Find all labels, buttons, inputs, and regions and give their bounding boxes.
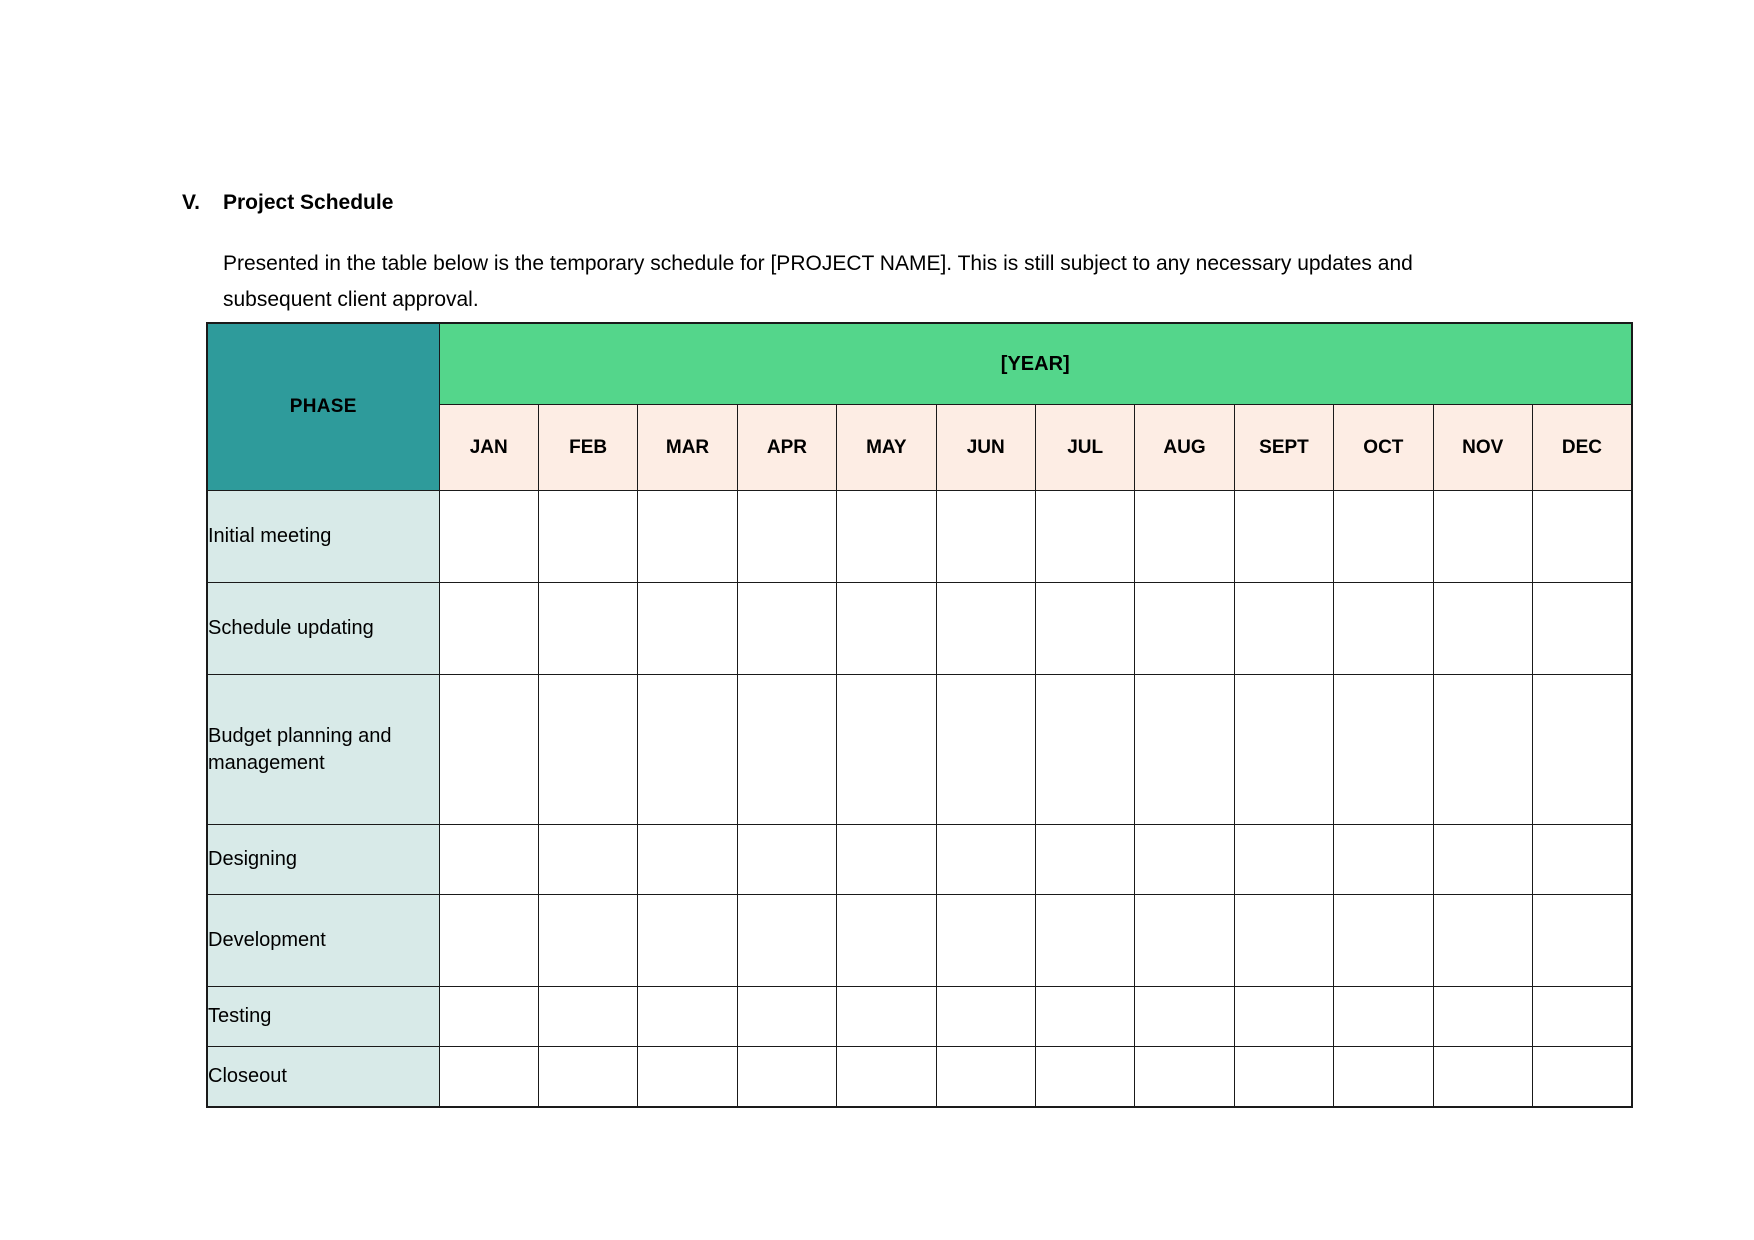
schedule-cell-oct[interactable] (1334, 491, 1433, 583)
schedule-cell-jul[interactable] (1035, 583, 1134, 675)
month-header-nov: NOV (1433, 405, 1532, 491)
year-band-header: [YEAR] (439, 323, 1632, 405)
phase-label-cell: Schedule updating (207, 583, 439, 675)
schedule-cell-dec[interactable] (1532, 675, 1631, 825)
schedule-cell-mar[interactable] (638, 675, 737, 825)
schedule-cell-jan[interactable] (439, 583, 538, 675)
schedule-cell-oct[interactable] (1334, 895, 1433, 987)
schedule-cell-feb[interactable] (538, 675, 637, 825)
schedule-cell-aug[interactable] (1135, 675, 1234, 825)
month-header-apr: APR (737, 405, 836, 491)
schedule-cell-jul[interactable] (1035, 825, 1134, 895)
schedule-cell-mar[interactable] (638, 987, 737, 1047)
schedule-cell-jun[interactable] (936, 583, 1035, 675)
schedule-cell-dec[interactable] (1532, 895, 1631, 987)
schedule-cell-jan[interactable] (439, 987, 538, 1047)
table-row (207, 583, 1632, 675)
schedule-cell-nov[interactable] (1433, 583, 1532, 675)
schedule-cell-nov[interactable] (1433, 1047, 1532, 1107)
month-header-jun: JUN (936, 405, 1035, 491)
schedule-cell-dec[interactable] (1532, 1047, 1631, 1107)
schedule-cell-may[interactable] (837, 1047, 936, 1107)
schedule-cell-aug[interactable] (1135, 1047, 1234, 1107)
schedule-cell-oct[interactable] (1334, 583, 1433, 675)
table-row (207, 895, 1632, 987)
schedule-cell-jan[interactable] (439, 895, 538, 987)
month-header-jul: JUL (1035, 405, 1134, 491)
schedule-cell-dec[interactable] (1532, 825, 1631, 895)
schedule-cell-oct[interactable] (1334, 1047, 1433, 1107)
schedule-cell-mar[interactable] (638, 895, 737, 987)
schedule-cell-apr[interactable] (737, 987, 836, 1047)
table-header-row-year (207, 323, 1632, 405)
section-body-text: Presented in the table below is the temporary schedule for [PROJECT NAME]. This is still subject to any necessary updates and subsequent client approval. (223, 252, 1413, 312)
schedule-cell-dec[interactable] (1532, 583, 1631, 675)
table-row (207, 1047, 1632, 1107)
phase-label-cell: Testing (207, 987, 439, 1047)
schedule-cell-dec[interactable] (1532, 987, 1631, 1047)
schedule-cell-may[interactable] (837, 491, 936, 583)
schedule-cell-jan[interactable] (439, 491, 538, 583)
schedule-cell-may[interactable] (837, 987, 936, 1047)
month-header-feb: FEB (538, 405, 637, 491)
schedule-cell-jul[interactable] (1035, 675, 1134, 825)
schedule-cell-sept[interactable] (1234, 825, 1333, 895)
project-schedule-table-container (206, 322, 1631, 1108)
schedule-cell-mar[interactable] (638, 583, 737, 675)
schedule-cell-jul[interactable] (1035, 1047, 1134, 1107)
schedule-cell-oct[interactable] (1334, 825, 1433, 895)
schedule-cell-jul[interactable] (1035, 987, 1134, 1047)
month-header-oct: OCT (1334, 405, 1433, 491)
phase-label-cell: Budget planning and management (207, 675, 439, 825)
schedule-cell-apr[interactable] (737, 675, 836, 825)
schedule-cell-nov[interactable] (1433, 491, 1532, 583)
schedule-cell-jun[interactable] (936, 895, 1035, 987)
schedule-cell-apr[interactable] (737, 895, 836, 987)
schedule-cell-aug[interactable] (1135, 895, 1234, 987)
schedule-cell-sept[interactable] (1234, 491, 1333, 583)
schedule-cell-jul[interactable] (1035, 491, 1134, 583)
schedule-cell-nov[interactable] (1433, 675, 1532, 825)
schedule-cell-jan[interactable] (439, 1047, 538, 1107)
page-title: Project Schedule (223, 191, 394, 214)
schedule-cell-aug[interactable] (1135, 825, 1234, 895)
project-schedule-table (206, 322, 1633, 1108)
table-row (207, 987, 1632, 1047)
schedule-cell-may[interactable] (837, 825, 936, 895)
month-header-aug: AUG (1135, 405, 1234, 491)
schedule-cell-sept[interactable] (1234, 987, 1333, 1047)
table-body (207, 491, 1632, 1107)
schedule-cell-feb[interactable] (538, 491, 637, 583)
schedule-cell-jun[interactable] (936, 987, 1035, 1047)
month-header-jan: JAN (439, 405, 538, 491)
schedule-cell-mar[interactable] (638, 491, 737, 583)
schedule-cell-aug[interactable] (1135, 583, 1234, 675)
phase-label-cell: Initial meeting (207, 491, 439, 583)
schedule-cell-feb[interactable] (538, 583, 637, 675)
schedule-cell-mar[interactable] (638, 1047, 737, 1107)
month-header-sept: SEPT (1234, 405, 1333, 491)
table-row (207, 825, 1632, 895)
section-heading (182, 190, 1582, 216)
schedule-cell-apr[interactable] (737, 1047, 836, 1107)
schedule-cell-may[interactable] (837, 895, 936, 987)
schedule-cell-jan[interactable] (439, 675, 538, 825)
schedule-cell-nov[interactable] (1433, 895, 1532, 987)
schedule-cell-jul[interactable] (1035, 895, 1134, 987)
schedule-cell-nov[interactable] (1433, 987, 1532, 1047)
month-header-mar: MAR (638, 405, 737, 491)
schedule-cell-feb[interactable] (538, 987, 637, 1047)
schedule-cell-feb[interactable] (538, 895, 637, 987)
schedule-cell-aug[interactable] (1135, 491, 1234, 583)
schedule-cell-jan[interactable] (439, 825, 538, 895)
section-numeral: V. (182, 191, 200, 214)
phase-label-cell: Designing (207, 825, 439, 895)
table-row (207, 675, 1632, 825)
schedule-cell-sept[interactable] (1234, 1047, 1333, 1107)
table-head (207, 323, 1632, 491)
month-header-may: MAY (837, 405, 936, 491)
phase-label-cell: Closeout (207, 1047, 439, 1107)
schedule-cell-mar[interactable] (638, 825, 737, 895)
month-header-dec: DEC (1532, 405, 1631, 491)
schedule-cell-oct[interactable] (1334, 675, 1433, 825)
schedule-cell-apr[interactable] (737, 825, 836, 895)
schedule-cell-jun[interactable] (936, 825, 1035, 895)
schedule-cell-feb[interactable] (538, 825, 637, 895)
schedule-cell-nov[interactable] (1433, 825, 1532, 895)
phase-label-cell: Development (207, 895, 439, 987)
schedule-cell-dec[interactable] (1532, 491, 1631, 583)
table-row (207, 491, 1632, 583)
schedule-cell-jun[interactable] (936, 491, 1035, 583)
schedule-cell-apr[interactable] (737, 491, 836, 583)
schedule-cell-jun[interactable] (936, 675, 1035, 825)
schedule-cell-sept[interactable] (1234, 583, 1333, 675)
schedule-cell-oct[interactable] (1334, 987, 1433, 1047)
schedule-cell-apr[interactable] (737, 583, 836, 675)
schedule-cell-may[interactable] (837, 583, 936, 675)
schedule-cell-may[interactable] (837, 675, 936, 825)
schedule-cell-sept[interactable] (1234, 895, 1333, 987)
schedule-cell-feb[interactable] (538, 1047, 637, 1107)
schedule-cell-sept[interactable] (1234, 675, 1333, 825)
phase-column-header: PHASE (207, 323, 439, 491)
schedule-cell-aug[interactable] (1135, 987, 1234, 1047)
schedule-cell-jun[interactable] (936, 1047, 1035, 1107)
